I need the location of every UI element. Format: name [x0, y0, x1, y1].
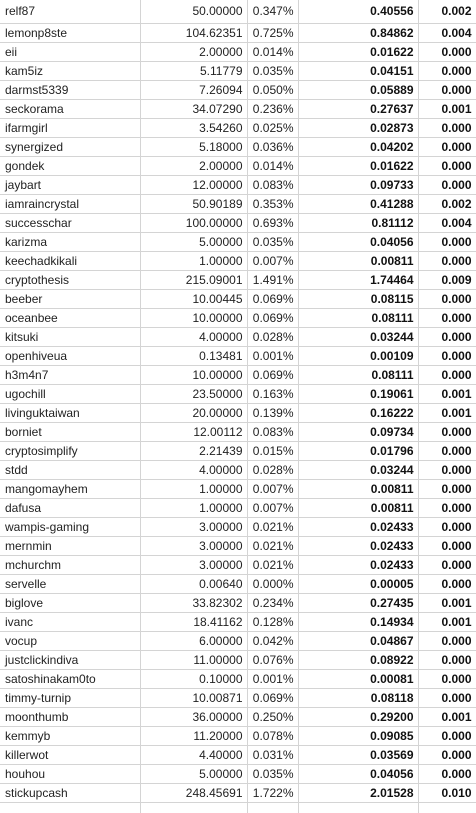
share-cell[interactable]: 0.000 — [418, 442, 476, 461]
share-cell[interactable]: 0.001 — [418, 594, 476, 613]
table-row — [0, 537, 476, 556]
amount-cell[interactable]: 100.00000 — [140, 214, 247, 233]
percent-cell[interactable]: 0.128% — [247, 613, 298, 632]
amount-cell[interactable]: 0.00640 — [140, 575, 247, 594]
share-cell[interactable]: 0.002 — [418, 195, 476, 214]
value-cell[interactable]: 0.02433 — [298, 556, 418, 575]
percent-cell[interactable]: 0.069% — [247, 366, 298, 385]
value-cell[interactable]: 0.02873 — [298, 119, 418, 138]
table-row — [0, 24, 476, 43]
table-row — [0, 670, 476, 689]
amount-cell[interactable]: 50.00000 — [140, 0, 247, 24]
account-name-cell[interactable]: biglove — [0, 594, 140, 613]
value-cell[interactable]: 0.09085 — [298, 727, 418, 746]
percent-cell[interactable]: 0.035% — [247, 233, 298, 252]
table-row — [0, 347, 476, 366]
account-name-cell[interactable]: openhiveua — [0, 347, 140, 366]
percent-cell[interactable]: 0.353% — [247, 195, 298, 214]
account-name-cell[interactable]: jaybart — [0, 176, 140, 195]
percent-cell[interactable]: 0.050% — [247, 81, 298, 100]
percent-cell[interactable]: 0.347% — [247, 0, 298, 24]
value-cell[interactable]: 0.84862 — [298, 24, 418, 43]
account-name-cell[interactable]: moonthumb — [0, 708, 140, 727]
percent-cell[interactable]: 0.250% — [247, 708, 298, 727]
percent-cell[interactable]: 0.035% — [247, 62, 298, 81]
percent-cell[interactable]: 1.491% — [247, 271, 298, 290]
amount-cell[interactable]: 36.00000 — [140, 708, 247, 727]
amount-cell[interactable]: 6.00000 — [140, 632, 247, 651]
table-row — [0, 138, 476, 157]
share-cell[interactable]: 0.000 — [418, 461, 476, 480]
table-row — [0, 233, 476, 252]
share-cell[interactable]: 0.001 — [418, 385, 476, 404]
value-cell[interactable]: 0.09733 — [298, 176, 418, 195]
table-row — [0, 81, 476, 100]
share-cell[interactable]: 0.000 — [418, 157, 476, 176]
amount-cell[interactable]: 0.10000 — [140, 670, 247, 689]
percent-cell[interactable]: 0.069% — [247, 689, 298, 708]
value-cell[interactable]: 0.16222 — [298, 404, 418, 423]
share-cell[interactable]: 0.000 — [418, 233, 476, 252]
value-cell[interactable]: 0.29200 — [298, 708, 418, 727]
percent-cell[interactable]: 0.015% — [247, 442, 298, 461]
table-row — [0, 651, 476, 670]
percent-cell[interactable]: 0.025% — [247, 119, 298, 138]
value-cell[interactable]: 0.01796 — [298, 442, 418, 461]
table-row — [0, 290, 476, 309]
share-cell[interactable]: 0.000 — [418, 727, 476, 746]
percent-cell[interactable]: 0.028% — [247, 461, 298, 480]
account-name-cell[interactable]: oceanbee — [0, 309, 140, 328]
table-row — [0, 461, 476, 480]
percent-cell[interactable]: 0.021% — [247, 518, 298, 537]
share-cell[interactable]: 0.000 — [418, 366, 476, 385]
table-row — [0, 632, 476, 651]
amount-cell[interactable]: 18.41162 — [140, 613, 247, 632]
value-cell[interactable]: 0.00811 — [298, 499, 418, 518]
account-name-cell[interactable]: iamraincrystal — [0, 195, 140, 214]
share-cell[interactable]: 0.000 — [418, 632, 476, 651]
table-row — [0, 784, 476, 803]
value-cell[interactable]: 0.04056 — [298, 233, 418, 252]
amount-cell[interactable]: 12.00000 — [140, 176, 247, 195]
percent-cell[interactable]: 0.007% — [247, 480, 298, 499]
table-row — [0, 518, 476, 537]
table-row — [0, 613, 476, 632]
account-name-cell[interactable]: eii — [0, 43, 140, 62]
value-cell[interactable]: 0.04202 — [298, 138, 418, 157]
value-cell[interactable]: 0.40556 — [298, 0, 418, 24]
account-name-cell[interactable]: relf87 — [0, 0, 140, 24]
share-cell[interactable]: 0.001 — [418, 613, 476, 632]
share-cell[interactable]: 0.000 — [418, 309, 476, 328]
share-cell[interactable]: 0.000 — [418, 518, 476, 537]
amount-cell[interactable]: 12.00112 — [140, 423, 247, 442]
percent-cell[interactable]: 0.693% — [247, 214, 298, 233]
account-name-cell[interactable]: servelle — [0, 575, 140, 594]
table-row — [0, 271, 476, 290]
share-cell[interactable]: 0.000 — [418, 651, 476, 670]
amount-cell[interactable]: 1.00000 — [140, 480, 247, 499]
account-name-cell[interactable]: lemonp8ste — [0, 24, 140, 43]
share-cell[interactable]: 0.010 — [418, 784, 476, 803]
account-name-cell[interactable]: killerwot — [0, 746, 140, 765]
percent-cell[interactable]: 0.076% — [247, 651, 298, 670]
share-cell[interactable]: 0.000 — [418, 328, 476, 347]
amount-cell[interactable]: 1.00000 — [140, 499, 247, 518]
amount-cell[interactable]: 50.90189 — [140, 195, 247, 214]
amount-cell[interactable]: 11.20000 — [140, 727, 247, 746]
value-cell[interactable]: 0.08922 — [298, 651, 418, 670]
table-row — [0, 157, 476, 176]
share-cell[interactable]: 0.000 — [418, 62, 476, 81]
value-cell[interactable]: 0.41288 — [298, 195, 418, 214]
amount-cell[interactable]: 215.09001 — [140, 271, 247, 290]
amount-cell[interactable]: 5.00000 — [140, 233, 247, 252]
amount-cell[interactable]: 4.00000 — [140, 461, 247, 480]
account-name-cell[interactable]: houhou — [0, 765, 140, 784]
percent-cell[interactable]: 0.007% — [247, 252, 298, 271]
table-row — [0, 575, 476, 594]
table-row — [0, 328, 476, 347]
account-name-cell[interactable]: stdd — [0, 461, 140, 480]
account-name-cell[interactable]: kitsuki — [0, 328, 140, 347]
value-cell[interactable]: 0.08111 — [298, 309, 418, 328]
share-cell[interactable]: 0.000 — [418, 499, 476, 518]
percent-cell[interactable]: 0.069% — [247, 290, 298, 309]
table-row — [0, 423, 476, 442]
amount-cell[interactable]: 5.00000 — [140, 765, 247, 784]
account-name-cell[interactable]: successchar — [0, 214, 140, 233]
value-cell[interactable]: 0.03244 — [298, 461, 418, 480]
value-cell[interactable]: 0.02433 — [298, 518, 418, 537]
table-row — [0, 556, 476, 575]
amount-cell[interactable]: 0.13481 — [140, 347, 247, 366]
value-cell[interactable]: 0.08111 — [298, 366, 418, 385]
percent-cell[interactable]: 0.021% — [247, 537, 298, 556]
amount-cell[interactable]: 34.07290 — [140, 100, 247, 119]
amount-cell[interactable]: 33.82302 — [140, 594, 247, 613]
table-row — [0, 480, 476, 499]
value-cell[interactable]: 0.01622 — [298, 43, 418, 62]
amount-cell[interactable]: 20.00000 — [140, 404, 247, 423]
table-row — [0, 100, 476, 119]
percent-cell[interactable]: 0.083% — [247, 176, 298, 195]
account-name-cell[interactable]: ifarmgirl — [0, 119, 140, 138]
share-cell[interactable]: 0.002 — [418, 0, 476, 24]
share-cell[interactable]: 0.001 — [418, 404, 476, 423]
share-cell[interactable]: 0.000 — [418, 423, 476, 442]
amount-cell[interactable]: 104.62351 — [140, 24, 247, 43]
amount-cell[interactable]: 5.18000 — [140, 138, 247, 157]
value-cell[interactable]: 0.09734 — [298, 423, 418, 442]
percent-cell[interactable]: 0.078% — [247, 727, 298, 746]
table-row — [0, 62, 476, 81]
amount-cell[interactable]: 7.26094 — [140, 81, 247, 100]
percent-cell[interactable]: 0.035% — [247, 765, 298, 784]
percent-cell[interactable]: 0.083% — [247, 423, 298, 442]
account-name-cell[interactable]: karizma — [0, 233, 140, 252]
percent-cell[interactable]: 0.163% — [247, 385, 298, 404]
value-cell[interactable]: 0.04056 — [298, 765, 418, 784]
value-cell[interactable]: 0.03569 — [298, 746, 418, 765]
value-cell[interactable]: 0.81112 — [298, 214, 418, 233]
table-row — [0, 708, 476, 727]
percent-cell[interactable]: 0.028% — [247, 328, 298, 347]
share-cell[interactable]: 0.000 — [418, 746, 476, 765]
account-name-cell[interactable]: gondek — [0, 157, 140, 176]
amount-cell[interactable]: 1.00000 — [140, 252, 247, 271]
account-name-cell[interactable]: borniet — [0, 423, 140, 442]
account-name-cell[interactable]: kam5iz — [0, 62, 140, 81]
account-name-cell[interactable]: wampis-gaming — [0, 518, 140, 537]
account-name-cell[interactable]: cryptothesis — [0, 271, 140, 290]
account-name-cell[interactable]: vocup — [0, 632, 140, 651]
table-row — [0, 727, 476, 746]
share-cell[interactable]: 0.004 — [418, 214, 476, 233]
table-row — [0, 499, 476, 518]
value-cell[interactable]: 1.74464 — [298, 271, 418, 290]
share-cell[interactable]: 0.000 — [418, 347, 476, 366]
amount-cell[interactable]: 3.00000 — [140, 537, 247, 556]
share-cell[interactable]: 0.000 — [418, 537, 476, 556]
value-cell[interactable]: 2.01528 — [298, 784, 418, 803]
table-row — [0, 385, 476, 404]
amount-cell[interactable]: 11.00000 — [140, 651, 247, 670]
amount-cell[interactable]: 4.40000 — [140, 746, 247, 765]
amount-cell[interactable]: 4.00000 — [140, 328, 247, 347]
amount-cell[interactable]: 2.00000 — [140, 43, 247, 62]
percent-cell[interactable]: 0.000% — [247, 575, 298, 594]
value-cell[interactable]: 0.27637 — [298, 100, 418, 119]
value-cell[interactable]: 0.02433 — [298, 537, 418, 556]
value-cell[interactable]: 0.00109 — [298, 347, 418, 366]
value-cell[interactable]: 0.08118 — [298, 689, 418, 708]
percent-cell[interactable]: 0.725% — [247, 24, 298, 43]
table-row — [0, 195, 476, 214]
percent-cell[interactable]: 0.234% — [247, 594, 298, 613]
table-row — [0, 43, 476, 62]
share-cell[interactable]: 0.000 — [418, 43, 476, 62]
table-row — [0, 404, 476, 423]
empty-cell[interactable] — [247, 803, 298, 813]
value-cell[interactable]: 0.01622 — [298, 157, 418, 176]
account-name-cell[interactable]: stickupcash — [0, 784, 140, 803]
amount-cell[interactable]: 5.11779 — [140, 62, 247, 81]
amount-cell[interactable]: 10.00871 — [140, 689, 247, 708]
account-name-cell[interactable]: synergized — [0, 138, 140, 157]
account-name-cell[interactable]: satoshinakam0to — [0, 670, 140, 689]
amount-cell[interactable]: 23.50000 — [140, 385, 247, 404]
share-cell[interactable]: 0.000 — [418, 176, 476, 195]
share-cell[interactable]: 0.000 — [418, 689, 476, 708]
account-name-cell[interactable]: h3m4n7 — [0, 366, 140, 385]
table-row — [0, 765, 476, 784]
share-cell[interactable]: 0.000 — [418, 252, 476, 271]
percent-cell[interactable]: 0.007% — [247, 499, 298, 518]
account-name-cell[interactable]: mernmin — [0, 537, 140, 556]
percent-cell[interactable]: 0.001% — [247, 347, 298, 366]
value-cell[interactable]: 0.00811 — [298, 252, 418, 271]
amount-cell[interactable]: 2.21439 — [140, 442, 247, 461]
account-name-cell[interactable]: cryptosimplify — [0, 442, 140, 461]
value-cell[interactable]: 0.03244 — [298, 328, 418, 347]
percent-cell[interactable]: 0.042% — [247, 632, 298, 651]
amount-cell[interactable]: 248.45691 — [140, 784, 247, 803]
empty-cell[interactable] — [418, 803, 476, 813]
percent-cell[interactable]: 0.139% — [247, 404, 298, 423]
table-row — [0, 689, 476, 708]
value-cell[interactable]: 0.00081 — [298, 670, 418, 689]
account-name-cell[interactable]: dafusa — [0, 499, 140, 518]
empty-cell[interactable] — [0, 803, 140, 813]
percent-cell[interactable]: 0.001% — [247, 670, 298, 689]
account-name-cell[interactable]: livinguktaiwan — [0, 404, 140, 423]
value-cell[interactable]: 0.08115 — [298, 290, 418, 309]
share-cell[interactable]: 0.000 — [418, 81, 476, 100]
share-cell[interactable]: 0.001 — [418, 708, 476, 727]
amount-cell[interactable]: 3.00000 — [140, 556, 247, 575]
account-name-cell[interactable]: seckorama — [0, 100, 140, 119]
table-row — [0, 176, 476, 195]
table-row — [0, 309, 476, 328]
value-cell[interactable]: 0.04867 — [298, 632, 418, 651]
account-name-cell[interactable]: timmy-turnip — [0, 689, 140, 708]
table-row — [0, 252, 476, 271]
value-cell[interactable]: 0.05889 — [298, 81, 418, 100]
amount-cell[interactable]: 2.00000 — [140, 157, 247, 176]
table-row — [0, 214, 476, 233]
table-row — [0, 803, 476, 813]
percent-cell[interactable]: 0.069% — [247, 309, 298, 328]
percent-cell[interactable]: 0.014% — [247, 43, 298, 62]
value-cell[interactable]: 0.04151 — [298, 62, 418, 81]
share-cell[interactable]: 0.000 — [418, 765, 476, 784]
account-name-cell[interactable]: mchurchm — [0, 556, 140, 575]
percent-cell[interactable]: 0.021% — [247, 556, 298, 575]
table-row — [0, 746, 476, 765]
amount-cell[interactable]: 10.00000 — [140, 366, 247, 385]
share-cell[interactable]: 0.000 — [418, 556, 476, 575]
account-name-cell[interactable]: ivanc — [0, 613, 140, 632]
value-cell[interactable]: 0.27435 — [298, 594, 418, 613]
account-name-cell[interactable]: mangomayhem — [0, 480, 140, 499]
table-row — [0, 0, 476, 24]
percent-cell[interactable]: 0.014% — [247, 157, 298, 176]
share-cell[interactable]: 0.000 — [418, 138, 476, 157]
account-name-cell[interactable]: beeber — [0, 290, 140, 309]
share-cell[interactable]: 0.009 — [418, 271, 476, 290]
value-cell[interactable]: 0.19061 — [298, 385, 418, 404]
account-name-cell[interactable]: darmst5339 — [0, 81, 140, 100]
empty-cell[interactable] — [298, 803, 418, 813]
amount-cell[interactable]: 10.00445 — [140, 290, 247, 309]
table-row — [0, 594, 476, 613]
value-cell[interactable]: 0.14934 — [298, 613, 418, 632]
amount-cell[interactable]: 3.00000 — [140, 518, 247, 537]
value-cell[interactable]: 0.00811 — [298, 480, 418, 499]
value-cell[interactable]: 0.00005 — [298, 575, 418, 594]
share-cell[interactable]: 0.000 — [418, 575, 476, 594]
share-cell[interactable]: 0.001 — [418, 100, 476, 119]
table-row — [0, 442, 476, 461]
share-cell[interactable]: 0.000 — [418, 119, 476, 138]
share-cell[interactable]: 0.000 — [418, 670, 476, 689]
share-cell[interactable]: 0.004 — [418, 24, 476, 43]
empty-cell[interactable] — [140, 803, 247, 813]
percent-cell[interactable]: 0.236% — [247, 100, 298, 119]
amount-cell[interactable]: 10.00000 — [140, 309, 247, 328]
account-name-cell[interactable]: ugochill — [0, 385, 140, 404]
table-row — [0, 366, 476, 385]
amount-cell[interactable]: 3.54260 — [140, 119, 247, 138]
share-cell[interactable]: 0.000 — [418, 480, 476, 499]
account-name-cell[interactable]: kemmyb — [0, 727, 140, 746]
account-name-cell[interactable]: keechadkikali — [0, 252, 140, 271]
percent-cell[interactable]: 0.036% — [247, 138, 298, 157]
account-name-cell[interactable]: justclickindiva — [0, 651, 140, 670]
share-cell[interactable]: 0.000 — [418, 290, 476, 309]
percent-cell[interactable]: 1.722% — [247, 784, 298, 803]
table-row — [0, 119, 476, 138]
percent-cell[interactable]: 0.031% — [247, 746, 298, 765]
